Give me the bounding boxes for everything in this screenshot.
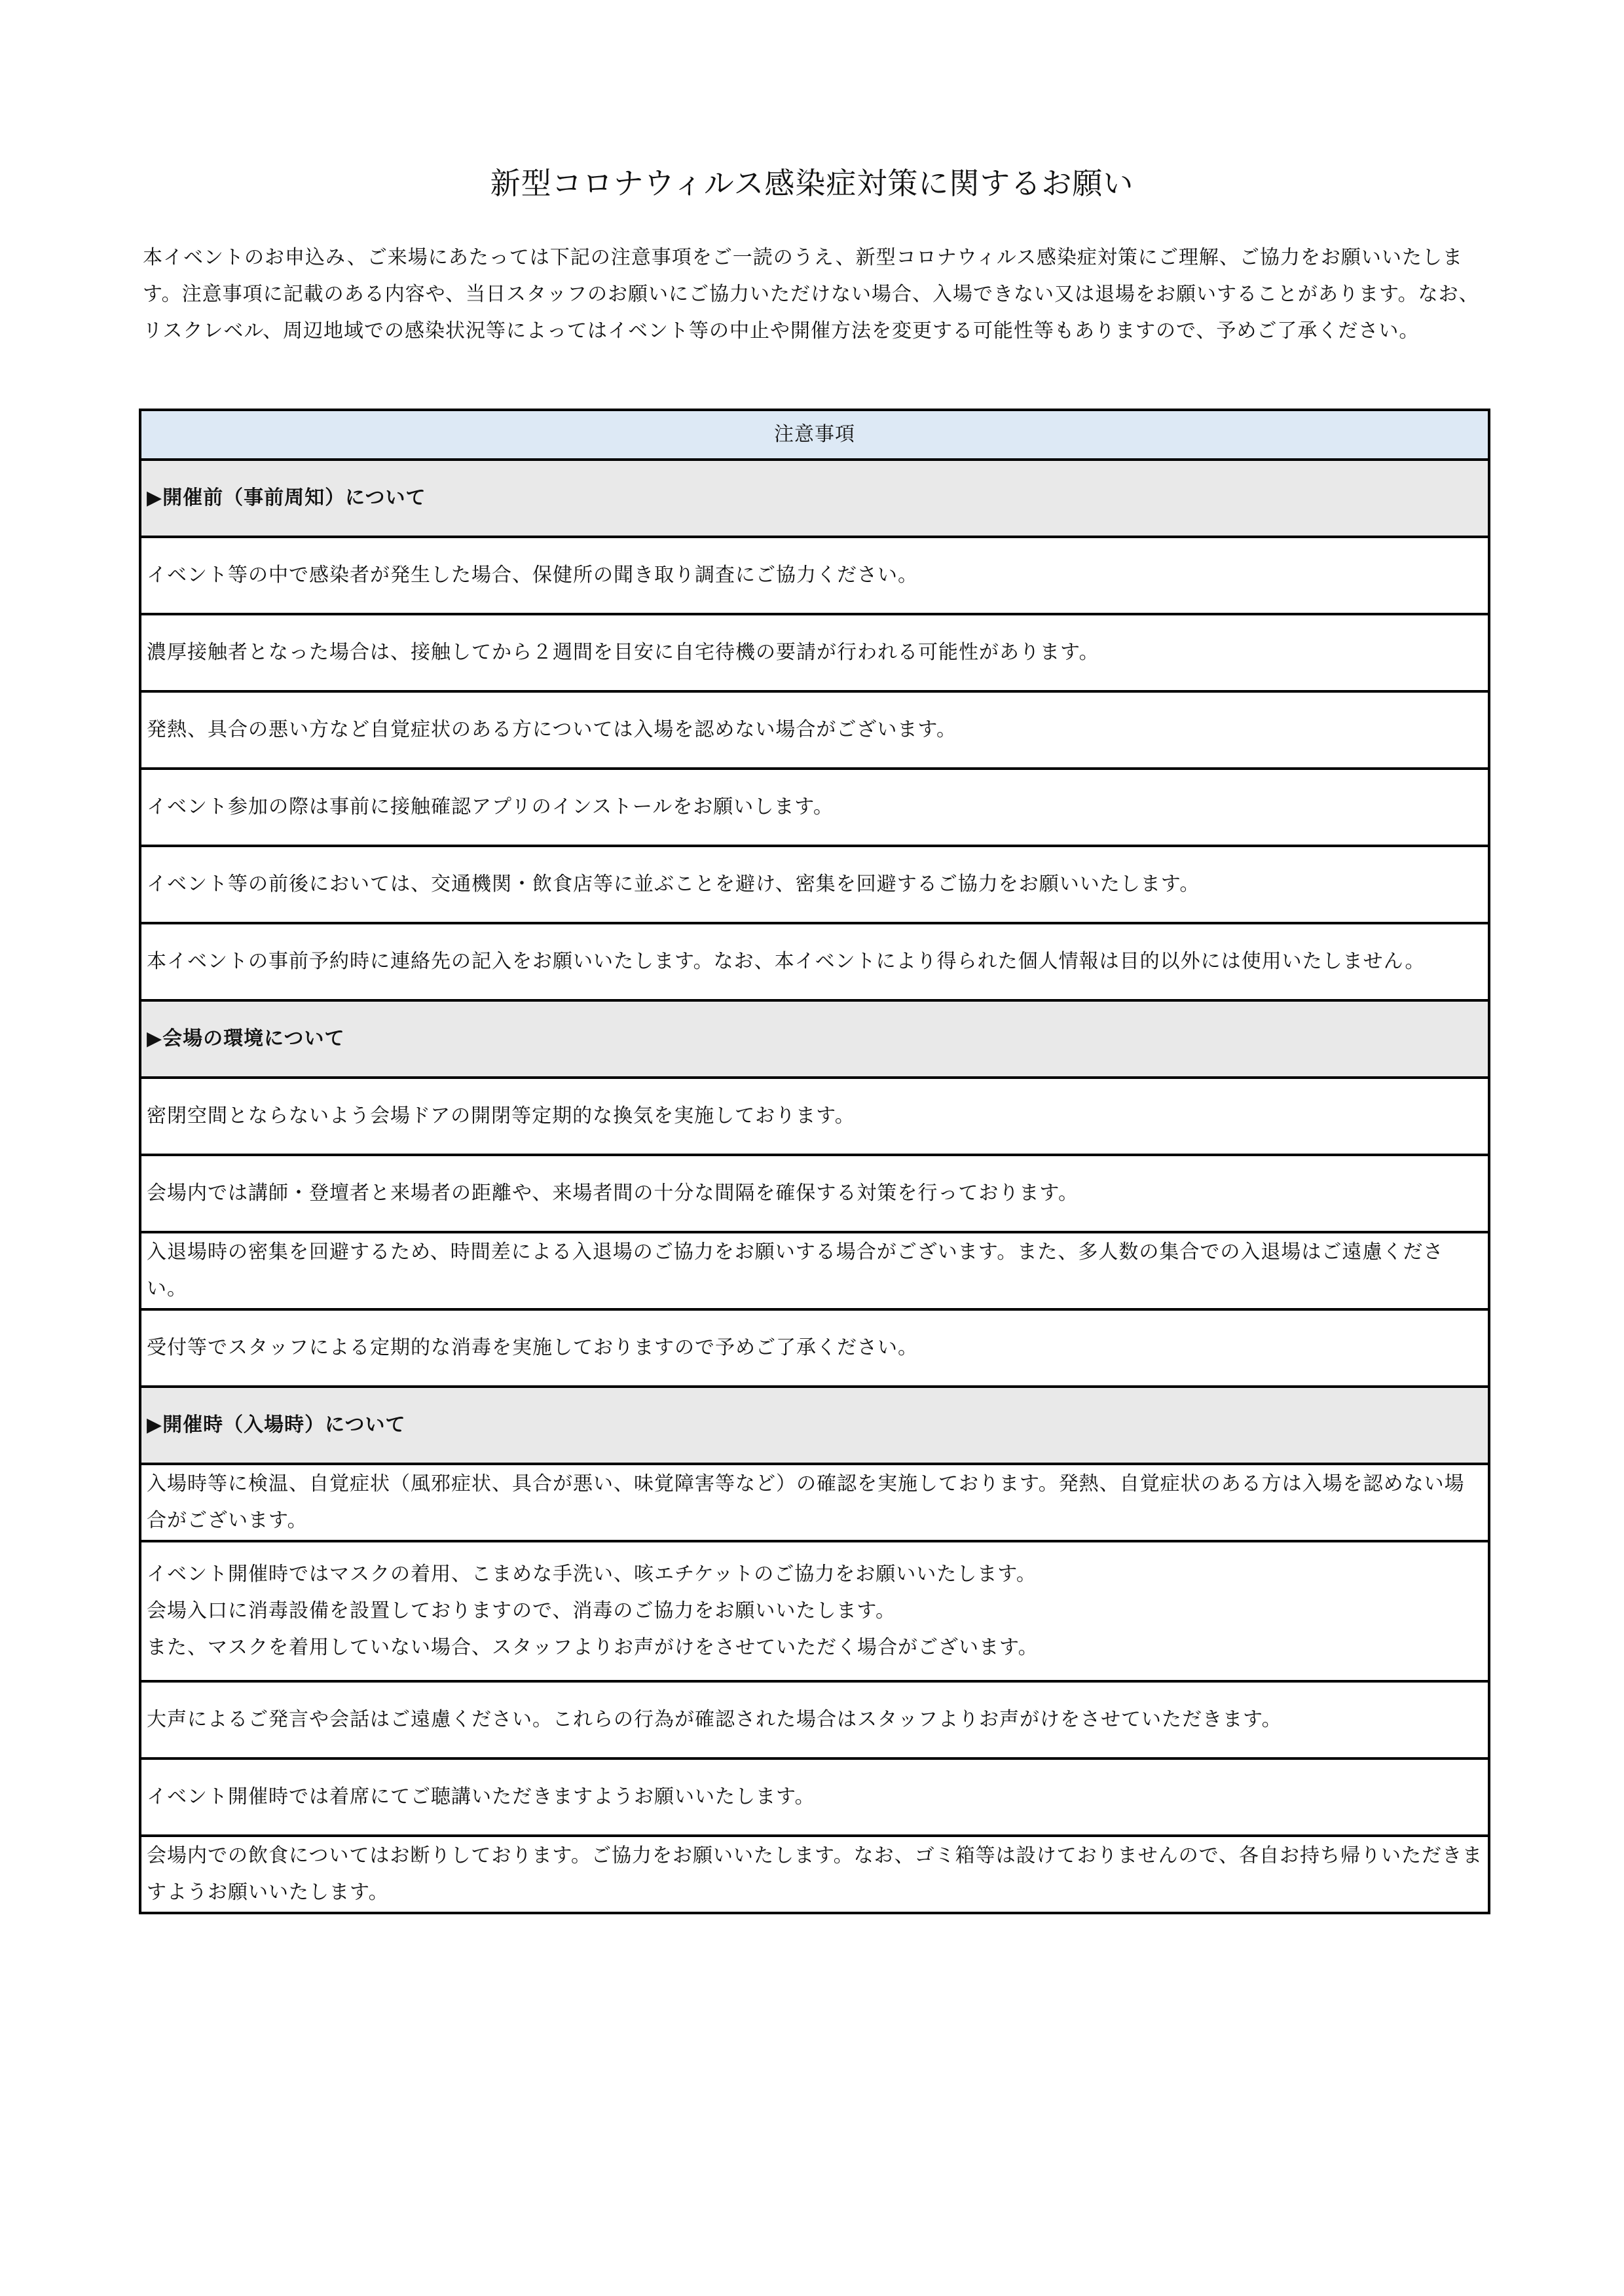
note-item: 密閉空間とならないよう会場ドアの開閉等定期的な換気を実施しております。 <box>140 1078 1489 1155</box>
page-title: 新型コロナウィルス感染症対策に関するお願い <box>490 166 1134 201</box>
note-item: イベント参加の際は事前に接触確認アプリのインストールをお願いします。 <box>140 769 1489 846</box>
table-row <box>140 769 1489 846</box>
note-item: イベント開催時では着席にてご聴講いただきますようお願いいたします。 <box>140 1758 1489 1836</box>
note-item: イベント等の中で感染者が発生した場合、保健所の聞き取り調査にご協力ください。 <box>140 537 1489 614</box>
intro-paragraph: 本イベントのお申込み、ご来場にあたっては下記の注意事項をご一読のうえ、新型コロナウィルス感染症対策にご理解、ご協力をお願いいたします。注意事項に記載のある内容や、当日スタッフのお願いにご協力いただけない場合、入場できない又は退場をお願いすることがあります。なお、リスクレベル、周辺地域での感染状況等によってはイベント等の中止や開催方法を変更する可能性等もありますので、予めご了承ください。 <box>143 246 1479 342</box>
note-item: 濃厚接触者となった場合は、接触してから２週間を目安に自宅待機の要請が行われる可能性があります。 <box>140 614 1489 691</box>
table-header: 注意事項 <box>140 410 1489 460</box>
note-item: 入退場時の密集を回避するため、時間差による入退場のご協力をお願いする場合がございます。また、多人数の集合での入退場はご遠慮ください。 <box>140 1232 1489 1309</box>
section-row <box>140 1387 1489 1464</box>
section-row <box>140 1000 1489 1078</box>
table-row <box>140 1836 1489 1913</box>
table-row <box>140 1758 1489 1836</box>
note-item: 発熱、具合の悪い方など自覚症状のある方については入場を認めない場合がございます。 <box>140 691 1489 769</box>
section-heading-before-event: ▶開催前（事前周知）について <box>140 460 1489 537</box>
section-heading-during-event: ▶開催時（入場時）について <box>140 1387 1489 1464</box>
table-row <box>140 1232 1489 1309</box>
note-item: イベント等の前後においては、交通機関・飲食店等に並ぶことを避け、密集を回避するご協力をお願いいたします。 <box>140 846 1489 923</box>
table-row <box>140 1078 1489 1155</box>
table-row <box>140 1464 1489 1541</box>
note-item: 大声によるご発言や会話はご遠慮ください。これらの行為が確認された場合はスタッフよりお声がけをさせていただきます。 <box>140 1681 1489 1758</box>
table-row <box>140 846 1489 923</box>
note-item: 会場内での飲食についてはお断りしております。ご協力をお願いいたします。なお、ゴミ箱等は設けておりませんので、各自お持ち帰りいただきますようお願いいたします。 <box>140 1836 1489 1913</box>
note-item: 受付等でスタッフによる定期的な消毒を実施しておりますので予めご了承ください。 <box>140 1309 1489 1387</box>
note-item: 入場時等に検温、自覚症状（風邪症状、具合が悪い、味覚障害等など）の確認を実施しております。発熱、自覚症状のある方は入場を認めない場合がございます。 <box>140 1464 1489 1541</box>
table-row <box>140 691 1489 769</box>
table-header-row <box>140 410 1489 460</box>
table-row <box>140 1155 1489 1232</box>
table-row <box>140 1681 1489 1758</box>
table-row <box>140 923 1489 1000</box>
notes-table <box>139 409 1490 1914</box>
note-item: 本イベントの事前予約時に連絡先の記入をお願いいたします。なお、本イベントにより得られた個人情報は目的以外には使用いたしません。 <box>140 923 1489 1000</box>
note-item-multiline: イベント開催時ではマスクの着用、こまめな手洗い、咳エチケットのご協力をお願いいたします。 会場入口に消毒設備を設置しておりますので、消毒のご協力をお願いいたします。 また、マスクを着用していない場合、スタッフよりお声がけをさせていただく場合がございます。 <box>140 1541 1489 1681</box>
section-row <box>140 460 1489 537</box>
section-heading-venue-environment: ▶会場の環境について <box>140 1000 1489 1078</box>
table-row <box>140 537 1489 614</box>
note-item: 会場内では講師・登壇者と来場者の距離や、来場者間の十分な間隔を確保する対策を行っております。 <box>140 1155 1489 1232</box>
table-row <box>140 1309 1489 1387</box>
table-row <box>140 1541 1489 1681</box>
table-row <box>140 614 1489 691</box>
